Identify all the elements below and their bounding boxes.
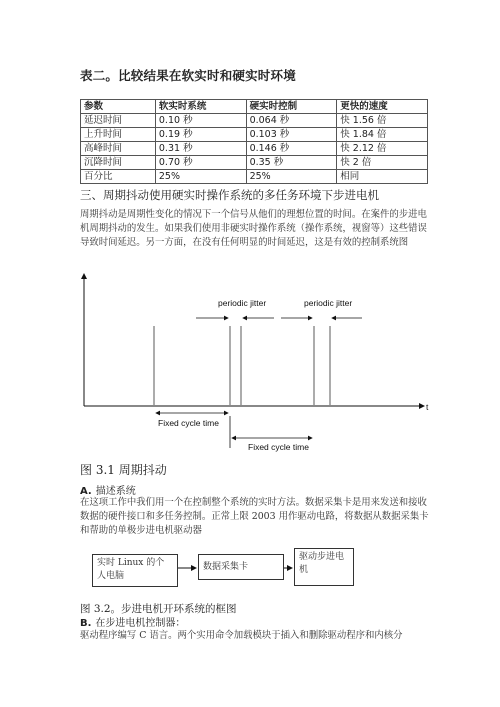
- table-cell: 25%: [155, 170, 246, 184]
- paragraph-system: 在这项工作中我们用一个在控制整个系统的实时方法。数据采集卡是用来发送和接收数据的硬件接口和多任务控制。正常上限 2003 用作驱动电路，将数据从数据采集卡和帮助的单极步进电机驱动器: [80, 497, 429, 536]
- subsection-title: 在步进电机控制器：: [95, 618, 186, 629]
- table-cell: 0.146 秒: [246, 142, 337, 156]
- table-row: [81, 142, 428, 156]
- subsection-title: 描述系统: [95, 486, 136, 497]
- subsection-letter: B.: [80, 618, 92, 629]
- header-speed: 更快的速度: [337, 100, 428, 114]
- table-cell: 0.70 秒: [155, 156, 246, 170]
- comparison-table: [80, 99, 428, 184]
- label-fixed-cycle-time: Fixed cycle time: [248, 442, 309, 452]
- table-row: [81, 128, 428, 142]
- table-cell: 0.10 秒: [155, 114, 246, 128]
- table-cell: 快 1.84 倍: [337, 128, 428, 142]
- table-row: [81, 114, 428, 128]
- header-hard: 硬实时控制: [246, 100, 337, 114]
- block-diagram-arrows: [176, 560, 296, 576]
- table-title: 表二。比较结果在软实时和硬实时环境: [80, 68, 296, 83]
- table-cell: 快 2 倍: [337, 156, 428, 170]
- table-cell: 高峰时间: [81, 142, 156, 156]
- subsection-heading-a: [80, 482, 136, 497]
- table-cell: 上升时间: [81, 128, 156, 142]
- table-cell: 百分比: [81, 170, 156, 184]
- subsection-heading-b: [80, 614, 185, 629]
- header-param: 参数: [81, 100, 156, 114]
- header-soft: 软实时系统: [155, 100, 246, 114]
- block-stepper-driver: 驱动步进电机: [294, 548, 354, 586]
- table-cell: 沉降时间: [81, 156, 156, 170]
- table-cell: 快 2.12 倍: [337, 142, 428, 156]
- paragraph-driver: 驱动程序编写 C 语言。两个实用命令加载模块于插入和删除驱动程序和内核分: [80, 630, 403, 641]
- table-cell: 0.064 秒: [246, 114, 337, 128]
- periodic-jitter-diagram: [78, 268, 438, 458]
- table-row: [81, 170, 428, 184]
- block-daq-card: 数据采集卡: [198, 554, 284, 580]
- table-cell: 25%: [246, 170, 337, 184]
- axis-label-t: t: [426, 402, 429, 412]
- table-row: [81, 156, 428, 170]
- table-cell: 快 1.56 倍: [337, 114, 428, 128]
- table-header-row: [81, 100, 428, 114]
- subsection-letter: A.: [80, 486, 92, 497]
- label-fixed-cycle-time: Fixed cycle time: [158, 418, 219, 428]
- table-cell: 0.19 秒: [155, 128, 246, 142]
- table-cell: 延迟时间: [81, 114, 156, 128]
- paragraph-jitter: 周期抖动是周期性变化的情况下一个信号从他们的理想位置的时间。在案件的步进电机周期抖动的发生。如果我们使用非硬实时操作系统（操作系统，视窗等）这些错误导致时间延迟。另一方面，在没有任何明显的时间延迟，这是有效的控制系统图: [80, 209, 427, 248]
- table-cell: 0.31 秒: [155, 142, 246, 156]
- figure-caption: 图 3.1 周期抖动: [80, 463, 167, 477]
- section-heading: 三、周期抖动使用硬实时操作系统的多任务环境下步进电机: [80, 188, 379, 202]
- table-cell: 0.103 秒: [246, 128, 337, 142]
- figure-caption: 图 3.2。步进电机开环系统的框图: [80, 603, 237, 615]
- label-periodic-jitter: periodic jitter: [218, 298, 267, 308]
- label-periodic-jitter: periodic jitter: [304, 298, 353, 308]
- table-cell: 相同: [337, 170, 428, 184]
- block-realtime-linux-pc: 实时 Linux 的个人电脑: [92, 554, 178, 587]
- table-cell: 0.35 秒: [246, 156, 337, 170]
